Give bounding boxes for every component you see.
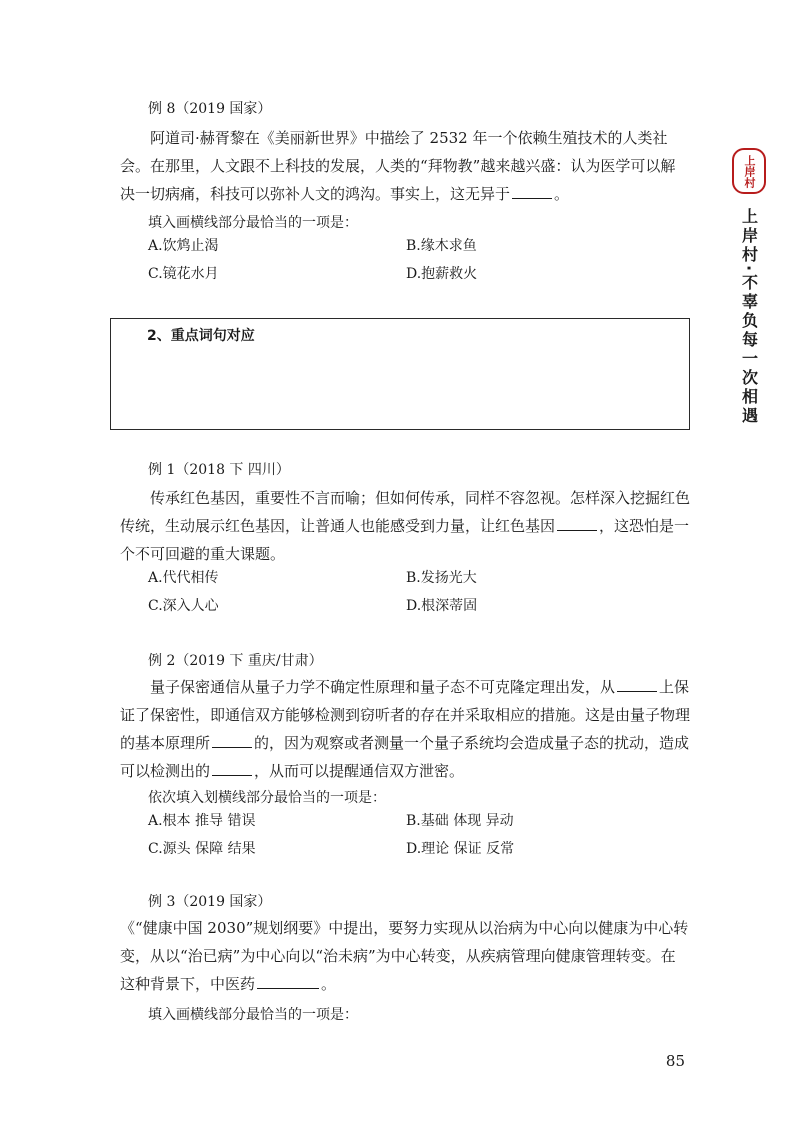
side-brand: [726, 148, 772, 426]
ex1-options: [148, 564, 668, 620]
ex2-passage-s1: 量子保密通信从量子力学不确定性原理和量子态不可克隆定理出发，从: [150, 678, 616, 696]
option-row: [148, 564, 668, 592]
answer-blank: [212, 761, 252, 776]
ex8-passage: [120, 124, 690, 208]
ex3-question: 填入画横线部分最恰当的一项是：: [148, 1007, 358, 1023]
ex8-passage-text: 阿道司·赫胥黎在《美丽新世界》中描绘了 2532 年一个依赖生殖技术的人类社会。在那里，人文跟不上科技的发展，人类的“拜物教”越来越兴盛：认为医学可以解决一切病痛，科技可以弥补人文的鸿沟。事实上，这无异于: [120, 129, 676, 203]
ex2-question: 依次填入划横线部分最恰当的一项是：: [148, 790, 386, 806]
option-a: A.根本 推导 错误: [148, 813, 256, 829]
option-b: B.基础 体现 异动: [406, 813, 514, 829]
ex2-passage: [120, 673, 690, 785]
option-c: C.深入人心: [148, 598, 219, 614]
brand-seal: 上岸村: [732, 148, 766, 194]
ex8-passage-end: 。: [554, 185, 570, 203]
option-row: [148, 592, 668, 620]
ex8-title: 例 8（2019 国家）: [148, 101, 272, 117]
ex2-passage-s3: 的，因为观察或者测量一个量子系统均会造成量子态的扰动，造成可以检测出的: [120, 734, 690, 780]
ex3-passage-end: 。: [321, 975, 337, 993]
option-d: D.理论 保证 反常: [406, 841, 515, 857]
ex2-options: [148, 807, 668, 863]
answer-blank: [617, 677, 657, 692]
option-c: C.镜花水月: [148, 266, 219, 282]
answer-blank: [512, 184, 552, 199]
option-row: [148, 807, 668, 835]
brand-slogan: 上岸村·不辜负每一次相遇: [739, 208, 759, 427]
ex3-title: 例 3（2019 国家）: [148, 894, 272, 910]
ex8-options: [148, 232, 668, 288]
option-a: A.代代相传: [148, 570, 219, 586]
option-row: [148, 232, 668, 260]
section-box: [110, 318, 690, 430]
option-d: D.抱薪救火: [406, 266, 478, 282]
ex2-title: 例 2（2019 下 重庆/甘肃）: [148, 653, 323, 669]
answer-blank: [257, 974, 319, 989]
ex1-title: 例 1（2018 下 四川）: [148, 462, 290, 478]
section-title: 2、重点词句对应: [147, 328, 255, 344]
option-b: B.缘木求鱼: [406, 238, 477, 254]
answer-blank: [212, 733, 252, 748]
ex1-passage: [120, 484, 690, 568]
option-row: [148, 835, 668, 863]
option-b: B.发扬光大: [406, 570, 477, 586]
ex2-passage-s4: ，从而可以提醒通信双方泄密。: [254, 762, 465, 780]
ex2-passage-s2: 上保证了保密性，即通信双方能够检测到窃听者的存在并采取相应的措施。这是由量子物理的基本原理所: [120, 678, 691, 752]
option-a: A.饮鸩止渴: [148, 238, 219, 254]
option-c: C.源头 保障 结果: [148, 841, 256, 857]
ex3-passage-text: 《“健康中国 2030”规划纲要》中提出，要努力实现从以治病为中心向以健康为中心转变，从以“治已病”为中心向以“治未病”为中心转变，从疾病管理向健康管理转变。在这种背景下，中医药: [120, 919, 689, 993]
option-row: [148, 260, 668, 288]
ex3-passage: [120, 914, 690, 998]
page-number: 85: [665, 1052, 685, 1070]
answer-blank: [557, 516, 597, 531]
option-d: D.根深蒂固: [406, 598, 478, 614]
ex8-question: 填入画横线部分最恰当的一项是：: [148, 215, 358, 231]
ex1-passage-end: ，这恐怕是一个不可回避的重大课题。: [120, 517, 690, 563]
ex1-passage-text: 传承红色基因，重要性不言而喻；但如何传承，同样不容忽视。怎样深入挖掘红色传统，生动展示红色基因，让普通人也能感受到力量，让红色基因: [120, 489, 691, 535]
